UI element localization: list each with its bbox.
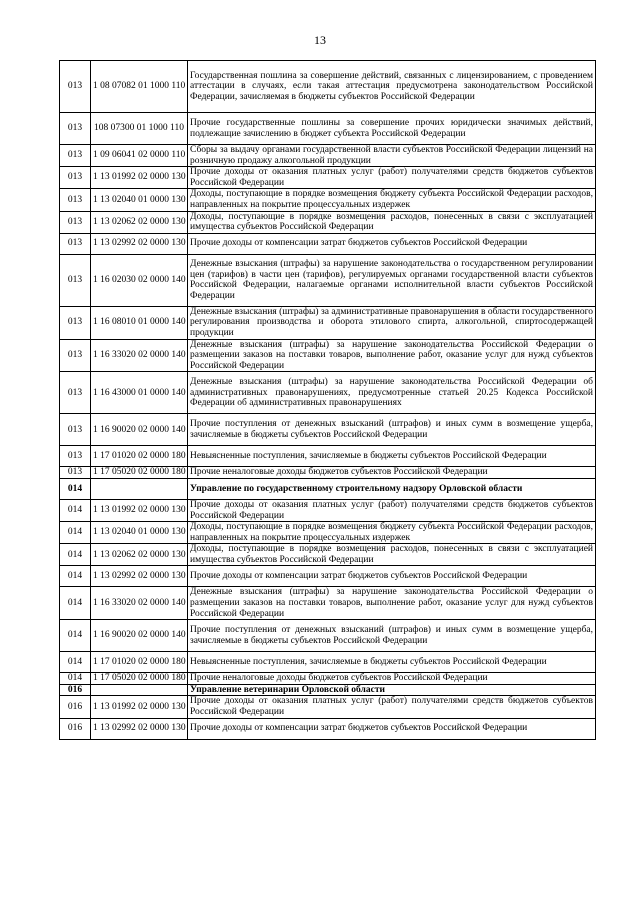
table-row xyxy=(60,522,596,544)
revenue-name-cell: Прочие доходы от оказания платных услуг (работ) получателями средств бюджетов субъектов Российской Федерации xyxy=(188,499,596,521)
table-row xyxy=(60,566,596,587)
revenue-name-cell: Прочие доходы от оказания платных услуг (работ) получателями средств бюджетов субъектов Российской Федерации xyxy=(188,167,596,189)
admin-code-cell: 014 xyxy=(60,587,91,620)
revenue-name-cell: Денежные взыскания (штрафы) за нарушение законодательства Российской Федерации о размещении заказов на поставки товаров, выполнение работ, оказание услуг для нужд субъектов Российской Федерации xyxy=(188,587,596,620)
budget-code-cell: 1 13 02062 02 0000 130 xyxy=(91,211,188,233)
table-row xyxy=(60,211,596,233)
revenue-name-cell: Прочие неналоговые доходы бюджетов субъектов Российской Федерации xyxy=(188,467,596,479)
revenue-name-cell: Доходы, поступающие в порядке возмещения расходов, понесенных в связи с эксплуатацией имущества субъектов Российской Федерации xyxy=(188,544,596,566)
budget-code-cell: 1 17 01020 02 0000 180 xyxy=(91,652,188,673)
budget-code-cell: 1 13 02062 02 0000 130 xyxy=(91,544,188,566)
table-row xyxy=(60,587,596,620)
table-row xyxy=(60,113,596,145)
budget-code-cell: 1 16 02030 02 0000 140 xyxy=(91,254,188,306)
admin-code-cell: 013 xyxy=(60,167,91,189)
revenue-name-cell: Прочие доходы от компенсации затрат бюджетов субъектов Российской Федерации xyxy=(188,233,596,254)
table-row xyxy=(60,372,596,414)
table-row xyxy=(60,167,596,189)
admin-code-cell: 013 xyxy=(60,61,91,113)
budget-code-cell: 1 08 07082 01 1000 110 xyxy=(91,61,188,113)
revenue-name-cell: Доходы, поступающие в порядке возмещения бюджету субъекта Российской Федерации расходов, направленных на покрытие процессуальных издержек xyxy=(188,522,596,544)
admin-code-cell: 014 xyxy=(60,673,91,685)
admin-code-cell: 013 xyxy=(60,446,91,467)
budget-code-cell: 1 16 43000 01 0000 140 xyxy=(91,372,188,414)
table-row xyxy=(60,306,596,339)
budget-code-cell xyxy=(91,478,188,499)
revenue-name-cell: Прочие неналоговые доходы бюджетов субъектов Российской Федерации xyxy=(188,673,596,685)
admin-code-cell: 013 xyxy=(60,254,91,306)
table-row xyxy=(60,620,596,652)
table-row xyxy=(60,446,596,467)
admin-code-cell: 013 xyxy=(60,113,91,145)
revenue-name-cell: Прочие доходы от оказания платных услуг (работ) получателями средств бюджетов субъектов Российской Федерации xyxy=(188,696,596,718)
table-body xyxy=(60,61,596,740)
budget-code-cell: 1 13 02040 01 0000 130 xyxy=(91,522,188,544)
table-row xyxy=(60,696,596,718)
admin-code-cell: 013 xyxy=(60,211,91,233)
revenue-name-cell: Денежные взыскания (штрафы) за нарушение законодательства о государственном регулировании цен (тарифов) в части цен (тарифов), регулируемых органами государственной власти субъектов Российской Федерации, налагаемые органами исполнительной власти субъектов Российской Федерации xyxy=(188,254,596,306)
budget-code-cell: 1 16 90020 02 0000 140 xyxy=(91,620,188,652)
admin-code-cell: 014 xyxy=(60,478,91,499)
revenue-name-cell: Прочие поступления от денежных взысканий (штрафов) и иных сумм в возмещение ущерба, зачисляемые в бюджеты субъектов Российской Федерации xyxy=(188,414,596,446)
admin-code-cell: 014 xyxy=(60,499,91,521)
budget-code-cell: 1 13 02992 02 0000 130 xyxy=(91,566,188,587)
budget-code-cell: 1 17 05020 02 0000 180 xyxy=(91,467,188,479)
admin-code-cell: 014 xyxy=(60,522,91,544)
revenue-name-cell: Денежные взыскания (штрафы) за административные правонарушения в области государственного регулирования производства и оборота этилового спирта, алкогольной, спиртосодержащей продукции xyxy=(188,306,596,339)
revenue-name-cell: Денежные взыскания (штрафы) за нарушение законодательства Российской Федерации о размещении заказов на поставки товаров, выполнение работ, оказание услуг для нужд субъектов Российской Федерации xyxy=(188,339,596,372)
table-row xyxy=(60,189,596,211)
table-row xyxy=(60,499,596,521)
admin-code-cell: 013 xyxy=(60,145,91,167)
table-row xyxy=(60,673,596,685)
table-row xyxy=(60,414,596,446)
revenue-name-cell: Прочие поступления от денежных взысканий (штрафов) и иных сумм в возмещение ущерба, зачисляемые в бюджеты субъектов Российской Федерации xyxy=(188,620,596,652)
budget-code-cell: 1 13 02992 02 0000 130 xyxy=(91,718,188,739)
table-row xyxy=(60,544,596,566)
admin-code-cell: 013 xyxy=(60,339,91,372)
revenue-name-cell: Прочие государственные пошлины за совершение прочих юридически значимых действий, подлежащие зачислению в бюджет субъекта Российской Федерации xyxy=(188,113,596,145)
admin-code-cell: 013 xyxy=(60,189,91,211)
budget-code-cell: 108 07300 01 1000 110 xyxy=(91,113,188,145)
table-row xyxy=(60,61,596,113)
page-number: 13 xyxy=(314,33,326,47)
admin-code-cell: 013 xyxy=(60,233,91,254)
revenue-name-cell: Невыясненные поступления, зачисляемые в бюджеты субъектов Российской Федерации xyxy=(188,446,596,467)
table-row xyxy=(60,254,596,306)
admin-code-cell: 013 xyxy=(60,306,91,339)
revenue-name-cell: Прочие доходы от компенсации затрат бюджетов субъектов Российской Федерации xyxy=(188,718,596,739)
section-title-cell: Управление по государственному строительному надзору Орловской области xyxy=(188,478,596,499)
budget-code-cell xyxy=(91,684,188,696)
budget-code-cell: 1 17 05020 02 0000 180 xyxy=(91,673,188,685)
table-row xyxy=(60,652,596,673)
section-title-cell: Управление ветеринарии Орловской области xyxy=(188,684,596,696)
budget-code-cell: 1 13 02992 02 0000 130 xyxy=(91,233,188,254)
revenue-name-cell: Государственная пошлина за совершение действий, связанных с лицензированием, с проведением аттестации в случаях, если такая аттестация предусмотрена законодательством Российской Федерации, зачисляемая в бюджеты субъектов Российской Федерации xyxy=(188,61,596,113)
admin-code-cell: 014 xyxy=(60,652,91,673)
admin-code-cell: 014 xyxy=(60,544,91,566)
budget-code-cell: 1 16 90020 02 0000 140 xyxy=(91,414,188,446)
budget-code-cell: 1 16 08010 01 0000 140 xyxy=(91,306,188,339)
revenue-name-cell: Прочие доходы от компенсации затрат бюджетов субъектов Российской Федерации xyxy=(188,566,596,587)
admin-code-cell: 013 xyxy=(60,467,91,479)
budget-code-cell: 1 16 33020 02 0000 140 xyxy=(91,587,188,620)
budget-code-cell: 1 13 01992 02 0000 130 xyxy=(91,696,188,718)
admin-code-cell: 013 xyxy=(60,372,91,414)
revenue-name-cell: Невыясненные поступления, зачисляемые в бюджеты субъектов Российской Федерации xyxy=(188,652,596,673)
revenue-codes-table xyxy=(59,60,596,740)
section-header-row xyxy=(60,478,596,499)
revenue-name-cell: Доходы, поступающие в порядке возмещения расходов, понесенных в связи с эксплуатацией имущества субъектов Российской Федерации xyxy=(188,211,596,233)
budget-code-cell: 1 16 33020 02 0000 140 xyxy=(91,339,188,372)
budget-code-cell: 1 13 01992 02 0000 130 xyxy=(91,499,188,521)
budget-code-cell: 1 13 01992 02 0000 130 xyxy=(91,167,188,189)
admin-code-cell: 014 xyxy=(60,566,91,587)
table-row xyxy=(60,718,596,739)
table-row xyxy=(60,339,596,372)
table-row xyxy=(60,467,596,479)
admin-code-cell: 013 xyxy=(60,414,91,446)
table-row xyxy=(60,145,596,167)
revenue-name-cell: Денежные взыскания (штрафы) за нарушение законодательства Российской Федерации об административных правонарушениях, предусмотренные статьей 20.25 Кодекса Российской Федерации об административных правонарушениях xyxy=(188,372,596,414)
section-header-row xyxy=(60,684,596,696)
budget-code-cell: 1 17 01020 02 0000 180 xyxy=(91,446,188,467)
budget-code-cell: 1 13 02040 01 0000 130 xyxy=(91,189,188,211)
table-row xyxy=(60,233,596,254)
admin-code-cell: 016 xyxy=(60,696,91,718)
admin-code-cell: 016 xyxy=(60,684,91,696)
admin-code-cell: 014 xyxy=(60,620,91,652)
revenue-name-cell: Доходы, поступающие в порядке возмещения бюджету субъекта Российской Федерации расходов, направленных на покрытие процессуальных издержек xyxy=(188,189,596,211)
budget-code-cell: 1 09 06041 02 0000 110 xyxy=(91,145,188,167)
revenue-name-cell: Сборы за выдачу органами государственной власти субъектов Российской Федерации лицензий на розничную продажу алкогольной продукции xyxy=(188,145,596,167)
admin-code-cell: 016 xyxy=(60,718,91,739)
